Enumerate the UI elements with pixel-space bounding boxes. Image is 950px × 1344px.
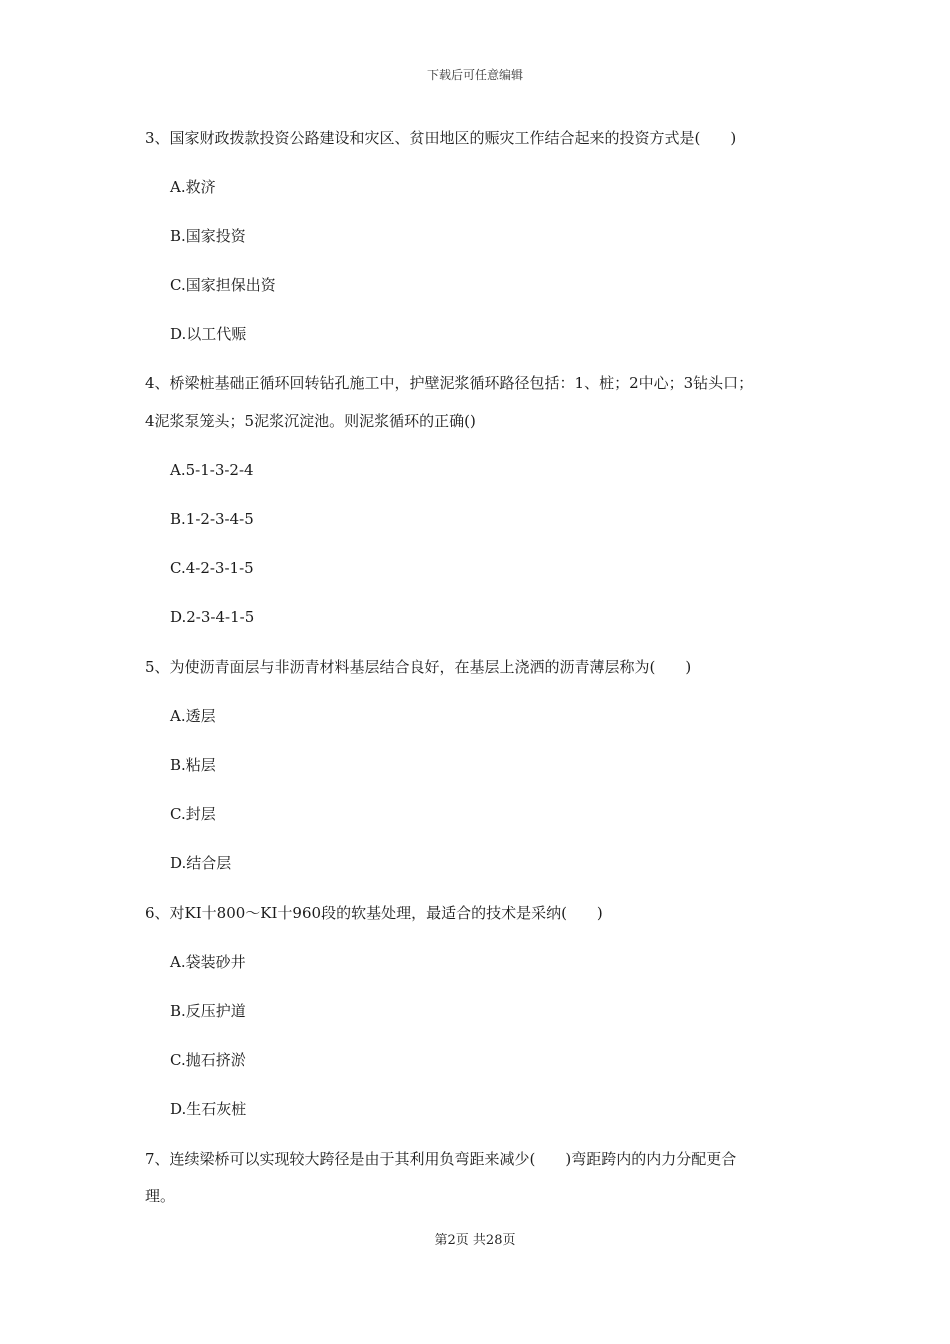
question-4-option-d: D.2-3-4-1-5 <box>170 608 255 626</box>
page-footer: 第2页 共28页 <box>434 1233 516 1248</box>
question-5-option-c: C.封层 <box>170 805 216 823</box>
question-3-option-a: A.救济 <box>170 178 216 196</box>
question-4-option-c: C.4-2-3-1-5 <box>170 559 254 577</box>
question-4-option-a: A.5-1-3-2-4 <box>170 461 254 479</box>
question-6-option-d: D.生石灰桩 <box>170 1100 247 1118</box>
question-6-option-a: A.袋装砂井 <box>170 953 246 971</box>
question-5-text: 5、为使沥青面层与非沥青材料基层结合良好，在基层上浇洒的沥青薄层称为( ) <box>145 658 692 676</box>
question-6-option-b: B.反压护道 <box>170 1002 246 1020</box>
question-5-option-a: A.透层 <box>170 707 216 725</box>
question-3-option-d: D.以工代赈 <box>170 325 247 343</box>
question-3-option-b: B.国家投资 <box>170 227 246 245</box>
question-3-option-c: C.国家担保出资 <box>170 276 276 294</box>
question-4-text-line-2: 4泥浆泵笼头；5泥浆沉淀池。则泥浆循环的正确() <box>145 412 476 430</box>
question-6-text: 6、对KI十800～KI十960段的软基处理，最适合的技术是采纳( ) <box>145 904 603 922</box>
question-5-option-d: D.结合层 <box>170 854 232 872</box>
question-7-text-line-2: 理。 <box>145 1187 176 1205</box>
question-4-option-b: B.1-2-3-4-5 <box>170 510 254 528</box>
page-header: 下载后可任意编辑 <box>426 68 523 82</box>
question-6-option-c: C.抛石挤淤 <box>170 1051 246 1069</box>
question-7-text-line-1: 7、连续梁桥可以实现较大跨径是由于其利用负弯距来减少( )弯距跨内的内力分配更合 <box>145 1150 737 1168</box>
question-4-text-line-1: 4、桥梁桩基础正循环回转钻孔施工中，护壁泥浆循环路径包括：1、桩；2中心；3钻头口； <box>145 374 754 392</box>
question-3-text: 3、国家财政拨款投资公路建设和灾区、贫田地区的赈灾工作结合起来的投资方式是( ) <box>145 129 737 147</box>
question-5-option-b: B.粘层 <box>170 756 216 774</box>
